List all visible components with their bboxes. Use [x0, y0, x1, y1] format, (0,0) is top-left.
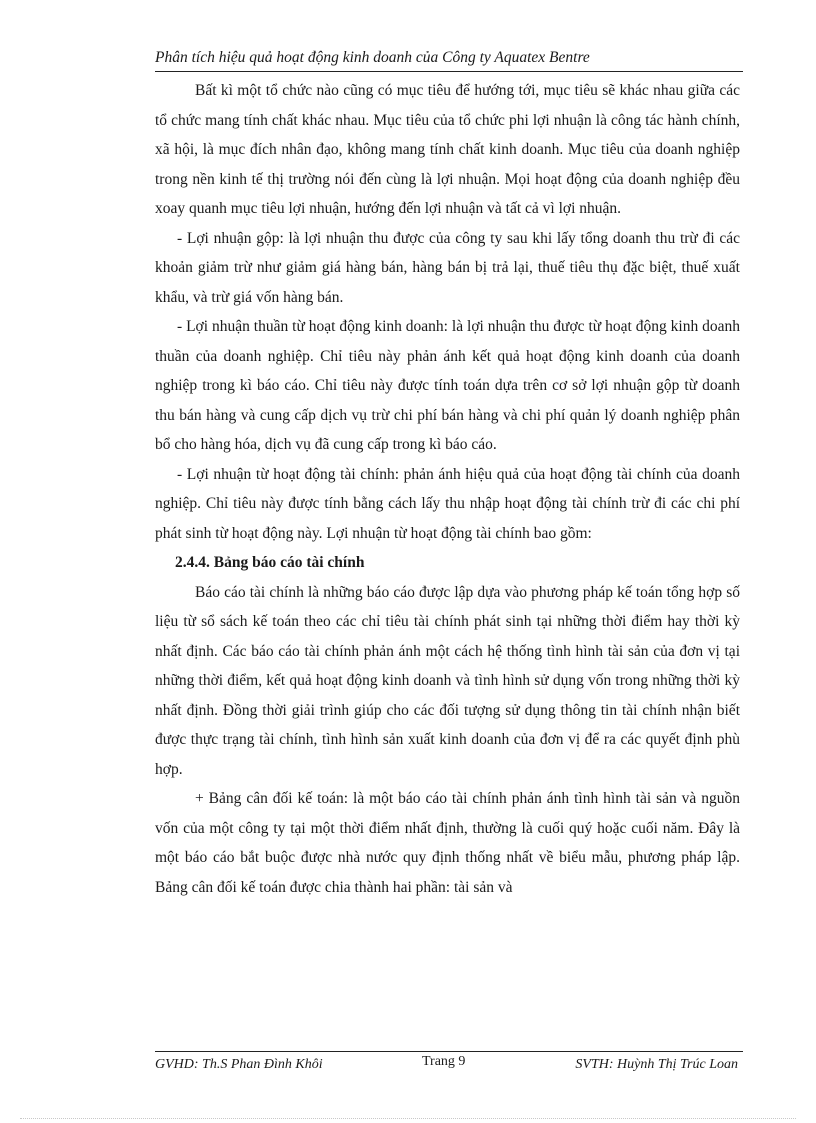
section-heading: 2.4.4. Bảng báo cáo tài chính — [175, 554, 365, 571]
page-header — [155, 48, 743, 72]
document-title: Phân tích hiệu quả hoạt động kinh doanh của Công ty Aquatex Bentre — [155, 49, 590, 66]
paragraph-objectives: Bất kì một tổ chức nào cũng có mục tiêu để hướng tới, mục tiêu sẽ khác nhau giữa các tổ chức mang tính chất khác nhau. Mục tiêu của tổ chức phi lợi nhuận là công tác hành chính, xã hội, là mục đích nhân đạo, không mang tính chất kinh doanh. Mục tiêu của doanh nghiệp trong nền kinh tế thị trường nói đến cùng là lợi nhuận. Mọi hoạt động của doanh nghiệp đều xoay quanh mục tiêu lợi nhuận, hướng đến lợi nhuận và tất cả vì lợi nhuận. — [155, 82, 740, 217]
paragraph-financial-profit: - Lợi nhuận từ hoạt động tài chính: phản ánh hiệu quả của hoạt động tài chính của doanh nghiệp. Chỉ tiêu này được tính bằng cách lấy thu nhập hoạt động tài chính trừ đi các chi phí phát sinh từ hoạt động này. Lợi nhuận từ hoạt động tài chính bao gồm: — [155, 465, 740, 542]
document-body — [155, 76, 740, 902]
footer-advisor: GVHD: Th.S Phan Đình Khôi — [155, 1057, 323, 1072]
page-footer — [155, 1051, 743, 1081]
paragraph-financial-statements: Báo cáo tài chính là những báo cáo được lập dựa vào phương pháp kế toán tổng hợp số liệu từ sổ sách kế toán theo các chỉ tiêu tài chính phát sinh tại những thời điểm hay thời kỳ nhất định. Các báo cáo tài chính phản ánh một cách hệ thống tình hình tài sản của đơn vị tại những thời điểm, kết quả hoạt động kinh doanh và tình hình sử dụng vốn trong những thời kỳ nhất định. Đồng thời giải trình giúp cho các đối tượng sử dụng thông tin tài chính nhận biết được thực trạng tài chính, tình hình sản xuất kinh doanh của đơn vị để ra các quyết định phù hợp. — [155, 583, 740, 778]
paragraph-gross-profit: - Lợi nhuận gộp: là lợi nhuận thu được của công ty sau khi lấy tổng doanh thu trừ đi các khoản giảm trừ như giảm giá hàng bán, hàng bán bị trả lại, thuế tiêu thụ đặc biệt, thuế xuất khẩu, và trừ giá vốn hàng bán. — [155, 229, 740, 306]
paragraph-balance-sheet: + Bảng cân đối kế toán: là một báo cáo tài chính phản ánh tình hình tài sản và nguồn vốn của một công ty tại một thời điểm nhất định, thường là cuối quý hoặc cuối năm. Đây là một báo cáo bắt buộc được nhà nước quy định thống nhất về biểu mẫu, phương pháp lập. Bảng cân đối kế toán được chia thành hai phần: tài sản và — [155, 790, 740, 896]
page-bottom-divider — [20, 1118, 796, 1119]
footer-student: SVTH: Huỳnh Thị Trúc Loan — [575, 1057, 738, 1072]
paragraph-net-operating-profit: - Lợi nhuận thuần từ hoạt động kinh doanh: là lợi nhuận thu được từ hoạt động kinh doanh thuần của doanh nghiệp. Chỉ tiêu này phản ánh kết quả hoạt động kinh doanh của doanh nghiệp trong kì báo cáo. Chỉ tiêu này được tính toán dựa trên cơ sở lợi nhuận gộp từ doanh thu bán hàng và cung cấp dịch vụ trừ chi phí bán hàng và chi phí quản lý doanh nghiệp phân bổ cho hàng hóa, dịch vụ đã cung cấp trong kì báo cáo. — [155, 318, 740, 453]
page-number: Trang 9 — [422, 1054, 466, 1069]
